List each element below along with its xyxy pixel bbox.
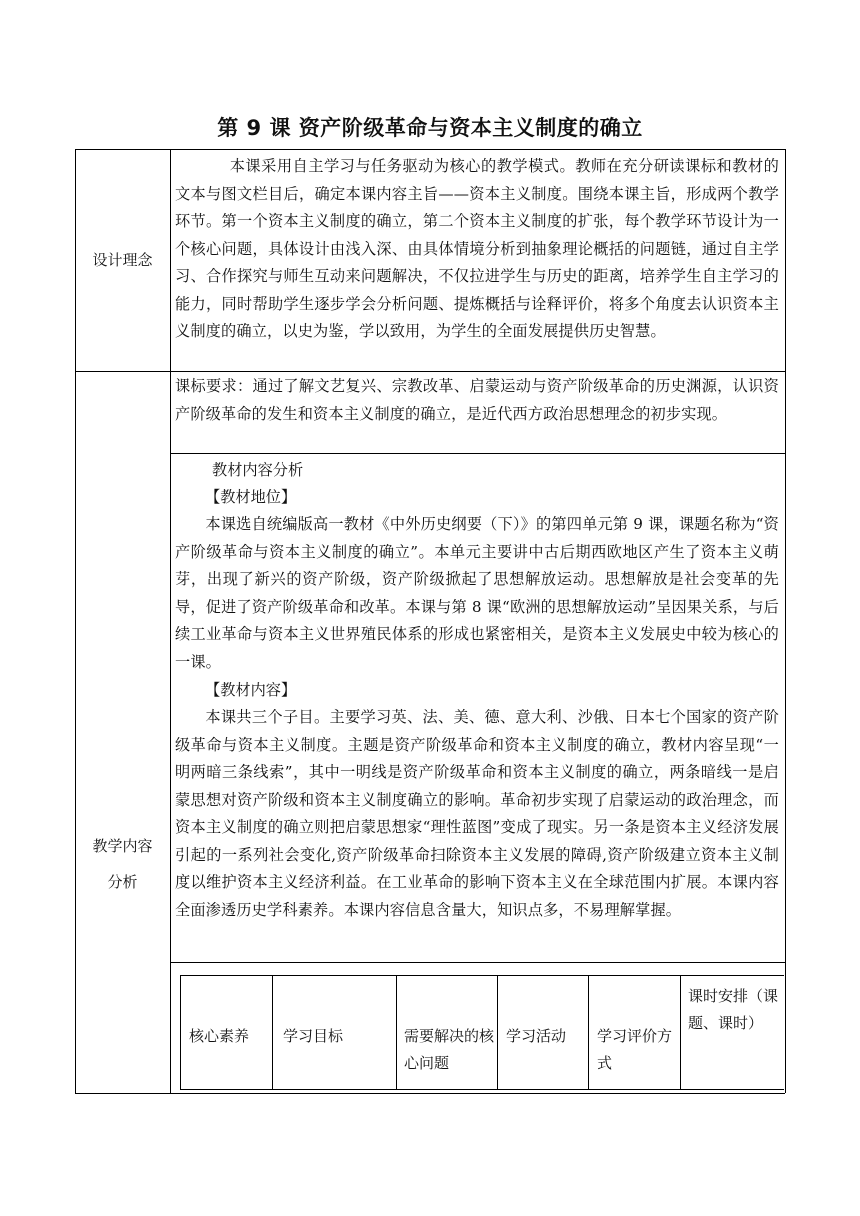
outer-left-border bbox=[75, 149, 76, 1093]
content-analysis-heading: 教材内容分析 bbox=[212, 461, 304, 479]
design-text: 本课采用自主学习与任务驱动为核心的教学模式。教师在充分研读课标和教材的文本与图文栏目后，确定本课内容主旨——资本主义制度。围绕本课主旨，形成两个教学环节。第一个资本主义制度的确立，第二个资本主义制度的扩张，每个教学环节设计为一个核心问题，具体设计由浅入深、由具体情境分析到抽象理论概括的问题链，通过自主学习、合作探究与师生互动来问题解决，不仅拉进学生与历史的距离，培养学生自主学习的能力，同时帮助学生逐步学会分析问题、提炼概括与诠释评价，将多个角度去认识资本主义制度的确立，以史为鉴，学以致用，为学生的全面发展提供历史智慧。 bbox=[175, 157, 779, 340]
header-core-literacy: 核心素养 bbox=[189, 1027, 250, 1045]
inner-col-line-3 bbox=[497, 975, 498, 1089]
inner-col-line-2 bbox=[396, 975, 397, 1089]
content-divider bbox=[170, 962, 785, 963]
analysis-label-line1: 教学内容 bbox=[92, 837, 153, 855]
label-column-divider bbox=[170, 149, 171, 1093]
inner-col-line-4 bbox=[588, 975, 589, 1089]
standard-divider bbox=[170, 453, 785, 454]
design-label: 设计理念 bbox=[92, 251, 153, 269]
inner-col-line-1 bbox=[272, 975, 273, 1089]
outer-top-border bbox=[75, 149, 785, 150]
outer-right-border bbox=[785, 149, 786, 1093]
textbook-position-heading: 【教材地位】 bbox=[205, 488, 297, 506]
header-learning-activity: 学习活动 bbox=[506, 1027, 567, 1045]
row-divider-1 bbox=[75, 371, 785, 372]
inner-col-line-5 bbox=[680, 975, 681, 1089]
outer-bottom-border bbox=[75, 1093, 785, 1094]
header-core-problem: 需要解决的核心问题 bbox=[404, 1027, 495, 1072]
inner-table-top bbox=[180, 975, 784, 976]
header-learning-goal: 学习目标 bbox=[283, 1027, 344, 1045]
textbook-content-text: 本课共三个子目。主要学习英、法、美、德、意大利、沙俄、日本七个国家的资产阶级革命与资本主义制度。主题是资产阶级革命和资本主义制度的确立，教材内容呈现“一明两暗三条线索”，其中一明线是资产阶级革命和资本主义制度的确立，两条暗线一是启蒙思想对资产阶级和资本主义制度确立的影响。革命初步实现了启蒙运动的政治理念，而资本主义制度的确立则把启蒙思想家“理性蓝图”变成了现实。另一条是资本主义经济发展引起的一系列社会变化,资产阶级革命扫除资本主义发展的障碍,资产阶级建立资本主义制度以维护资本主义经济利益。在工业革命的影响下资本主义在全球范围内扩展。本课内容全面渗透历史学科素养。本课内容信息含量大，知识点多，不易理解掌握。 bbox=[175, 708, 779, 919]
page-title: 第 9 课 资产阶级革命与资本主义制度的确立 bbox=[217, 116, 643, 140]
header-schedule: 课时安排（课题、课时） bbox=[688, 987, 779, 1032]
header-evaluation: 学习评价方式 bbox=[597, 1027, 673, 1072]
inner-col-line-0 bbox=[180, 975, 181, 1089]
curriculum-standard: 课标要求：通过了解文艺复兴、宗教改革、启蒙运动与资产阶级革命的历史渊源，认识资产阶级革命的发生和资本主义制度的确立，是近代西方政治思想理念的初步实现。 bbox=[175, 377, 779, 423]
textbook-position-text: 本课选自统编版高一教材《中外历史纲要（下）》的第四单元第 9 课，课题名称为“资产阶级革命与资本主义制度的确立”。本单元主要讲中古后期西欧地区产生了资本主义萌芽，出现了新兴的资产阶级，资产阶级掀起了思想解放运动。思想解放是社会变革的先导，促进了资产阶级革命和改革。本课与第 8 课“欧洲的思想解放运动”呈因果关系，与后续工业革命与资本主义世界殖民体系的形成也紧密相关，是资本主义发展史中较为核心的一课。 bbox=[175, 515, 779, 671]
inner-table-bottom bbox=[180, 1089, 784, 1090]
textbook-content-heading: 【教材内容】 bbox=[205, 681, 297, 699]
analysis-label-line2: 分析 bbox=[107, 873, 138, 891]
